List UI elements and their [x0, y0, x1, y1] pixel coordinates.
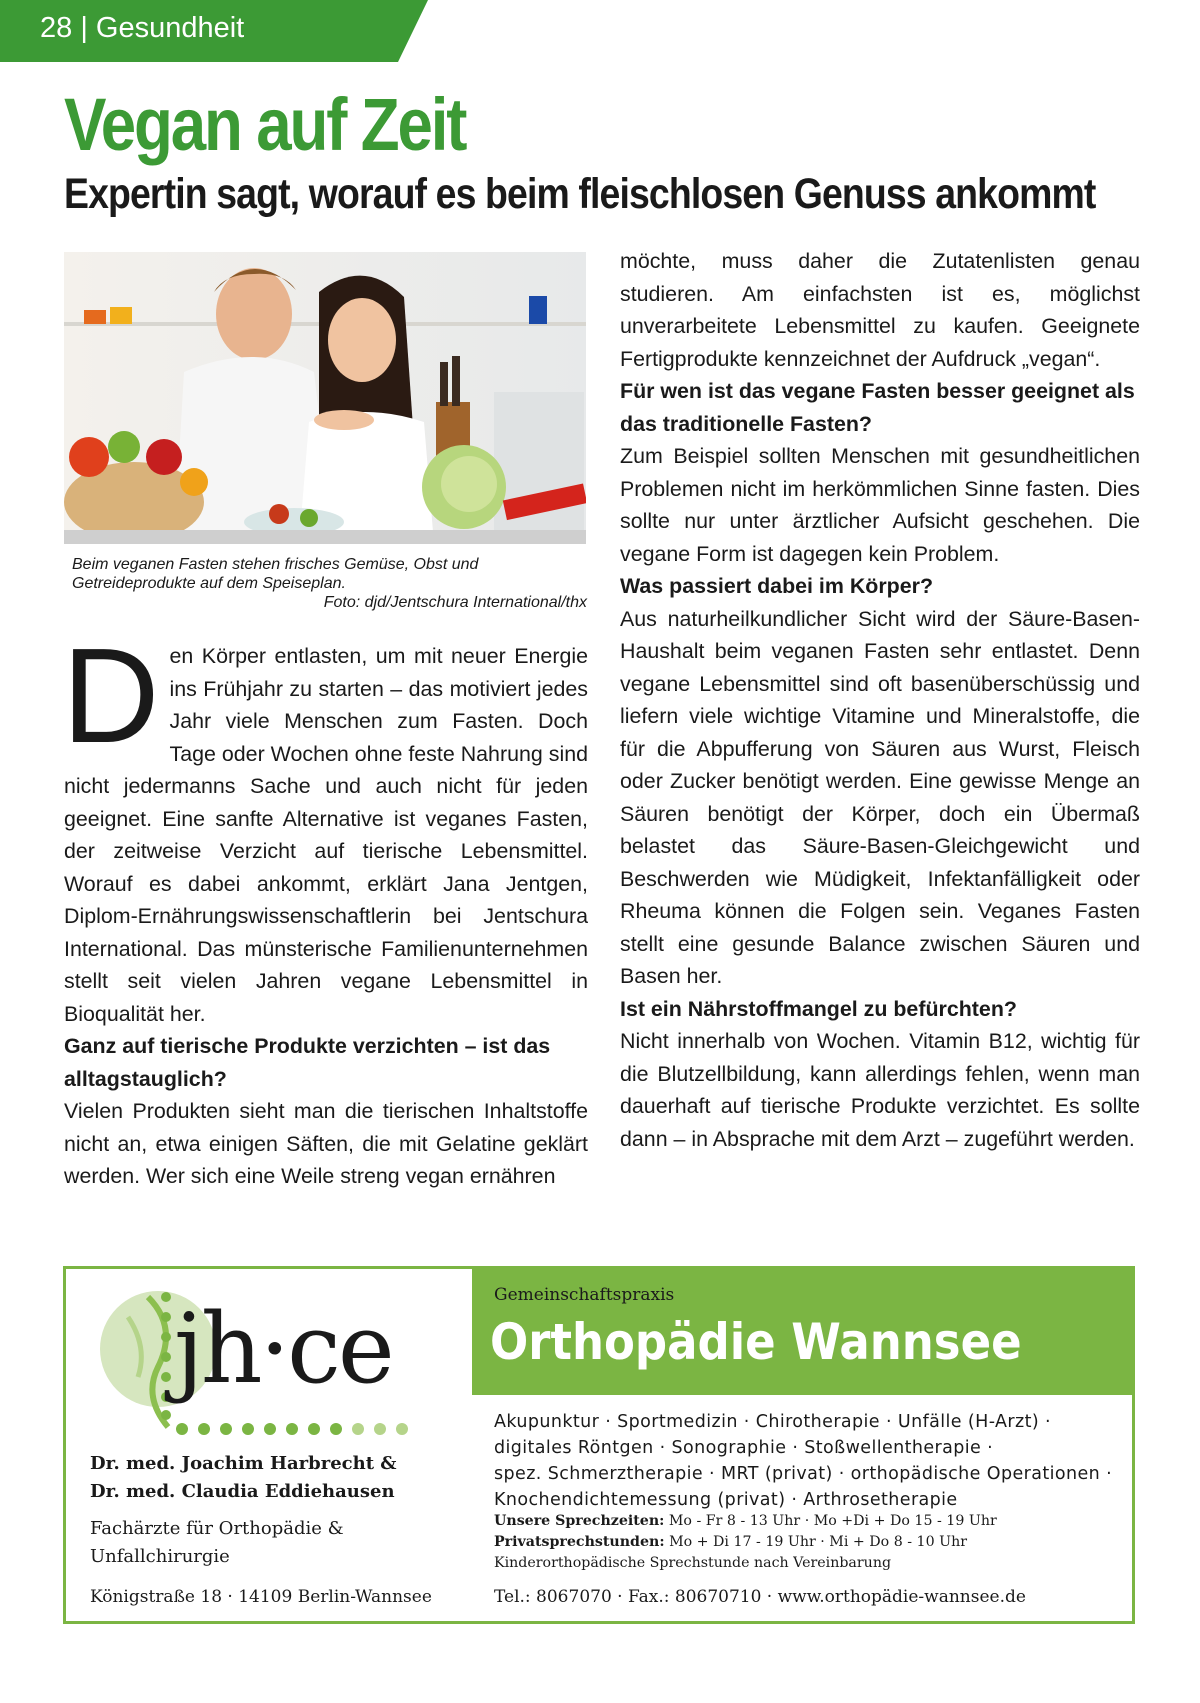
- clinic-logo-text: jh·ce: [174, 1293, 392, 1405]
- answer-1-continued: möchte, muss daher die Zutatenlisten genau studieren. Am einfachsten ist es, möglichst unverarbeitete Lebensmittel zu kaufen. Geeignete Fertigprodukte kennzeichnet der Aufdruck „vegan“.: [620, 249, 1140, 371]
- hours-value: Mo - Fr 8 - 13 Uhr · Mo +Di + Do 15 - 19 Uhr: [668, 1513, 997, 1529]
- services-line-1: Akupunktur · Sportmedizin · Chirotherapie · Unfälle (H-Arzt) ·: [494, 1412, 1051, 1432]
- ad-right-panel: [472, 1269, 1132, 1621]
- article-photo: [64, 252, 586, 544]
- answer-3: Aus naturheilkundlicher Sicht wird der Säure-Basen-Haushalt beim veganen Fasten sehr entlastet. Denn vegane Lebensmittel sind oft basenüberschüssig und liefern viele wichtige Vitamine und Mineralstoffe, die für die Abpufferung von Säuren aus Wurst, Fleisch oder Zucker benötigt werden. Eine gewisse Menge an Säuren benötigt der Körper, doch ein Übermaß belastet das Säure-Basen-Gleichgewicht und Beschwerden wie Müdigkeit, Infektanfälligkeit oder Rheuma können die Folgen sein. Veganes Fasten stellt eine gesunde Balance zwischen Säuren und Basen her.: [620, 606, 1140, 988]
- doctor-name-2: Dr. med. Claudia Eddiehausen: [90, 1481, 395, 1502]
- photo-caption: [72, 555, 587, 612]
- drop-cap: D: [62, 620, 160, 771]
- ad-banner: [472, 1269, 1132, 1395]
- answer-4: Nicht innerhalb von Wochen. Vitamin B12, wichtig für die Blutzellbildung, kann allerdings fehlen, wenn man dauerhaft auf tierische Produkte verzichtet. Es sollte dann – in Absprache mit dem Arzt – zugeführt werden.: [620, 1029, 1140, 1151]
- services-line-4: Knochendichtemessung (privat) · Arthrosetherapie: [494, 1490, 958, 1510]
- doctor-names: [90, 1450, 397, 1506]
- ad-kicker: Gemeinschaftspraxis: [494, 1285, 675, 1305]
- private-hours-label: Privatsprechstunden:: [494, 1534, 665, 1550]
- doctor-name-1: Dr. med. Joachim Harbrecht &: [90, 1453, 397, 1474]
- services-line-2: digitales Röntgen · Sonographie · Stoßwellentherapie ·: [494, 1438, 994, 1458]
- contact-line: Tel.: 8067070 · Fax.: 80670710 · www.orthopädie-wannsee.de: [494, 1587, 1026, 1607]
- specialty-line-1: Fachärzte für Orthopädie &: [90, 1518, 344, 1539]
- services-line-3: spez. Schmerztherapie · MRT (privat) · orthopädische Operationen ·: [494, 1464, 1113, 1484]
- clinic-advertisement: [63, 1266, 1135, 1624]
- services-list: [494, 1409, 1124, 1513]
- article-column-left: [62, 620, 588, 1193]
- article-subtitle: Expertin sagt, worauf es beim fleischlosen Genuss ankommt: [64, 170, 1096, 218]
- article-intro: en Körper entlasten, um mit neuer Energie ins Frühjahr zu starten – das motiviert jedes Jahr viele Menschen zum Fasten. Doch Tage oder Wochen ohne feste Nahrung sind nicht jedermanns Sache und auch nicht für jeden geeignet. Eine sanfte Alternative ist veganes Fasten, der zeitweise Verzicht auf tierische Lebensmittel. Worauf es dabei ankommt, erklärt Jana Jentgen, Diplom-Ernährungswissenschaftlerin bei Jentschura International. Das münsterische Familienunternehmen stellt seit vielen Jahren vegane Lebensmittel in Bioqualität her.: [64, 644, 588, 1026]
- question-3: Was passiert dabei im Körper?: [620, 574, 934, 598]
- clinic-address: Königstraße 18 · 14109 Berlin-Wannsee: [90, 1587, 432, 1607]
- hours-label: Unsere Sprechzeiten:: [494, 1513, 665, 1529]
- office-hours: [494, 1511, 1124, 1574]
- kids-note: Kinderorthopädische Sprechstunde nach Vereinbarung: [494, 1555, 892, 1571]
- photo-caption-text: Beim veganen Fasten stehen frisches Gemüse, Obst und Getreideprodukte auf dem Speiseplan.: [72, 556, 479, 592]
- article-column-right: [620, 245, 1140, 1155]
- answer-1: Vielen Produkten sieht man die tierischen Inhaltstoffe nicht an, etwa einigen Säften, die mit Gelatine geklärt werden. Wer sich eine Weile streng vegan ernähren: [64, 1099, 588, 1188]
- section-header-tab: [0, 0, 428, 62]
- question-4: Ist ein Nährstoffmangel zu befürchten?: [620, 996, 1017, 1021]
- photo-credit: Foto: djd/Jentschura International/thx: [323, 594, 587, 611]
- question-2: Für wen ist das vegane Fasten besser geeignet als das traditionelle Fasten?: [620, 379, 1135, 436]
- ad-title: Orthopädie Wannsee: [490, 1313, 1022, 1371]
- question-1: Ganz auf tierische Produkte verzichten – ist das alltagstauglich?: [64, 1034, 551, 1091]
- specialty-line-2: Unfallchirurgie: [90, 1546, 230, 1567]
- private-hours-value: Mo + Di 17 - 19 Uhr · Mi + Do 8 - 10 Uhr: [669, 1534, 967, 1550]
- clinic-logo: [88, 1287, 468, 1437]
- doctor-specialty: [90, 1515, 344, 1571]
- article-title: Vegan auf Zeit: [64, 83, 466, 166]
- page-section-label: 28 | Gesundheit: [40, 12, 245, 44]
- ad-left-panel: [66, 1269, 472, 1621]
- answer-2: Zum Beispiel sollten Menschen mit gesundheitlichen Problemen nicht im herkömmlichen Sinne fasten. Dies sollte nur unter ärztlicher Aufsicht geschehen. Die vegane Form ist dagegen kein Problem.: [620, 444, 1140, 566]
